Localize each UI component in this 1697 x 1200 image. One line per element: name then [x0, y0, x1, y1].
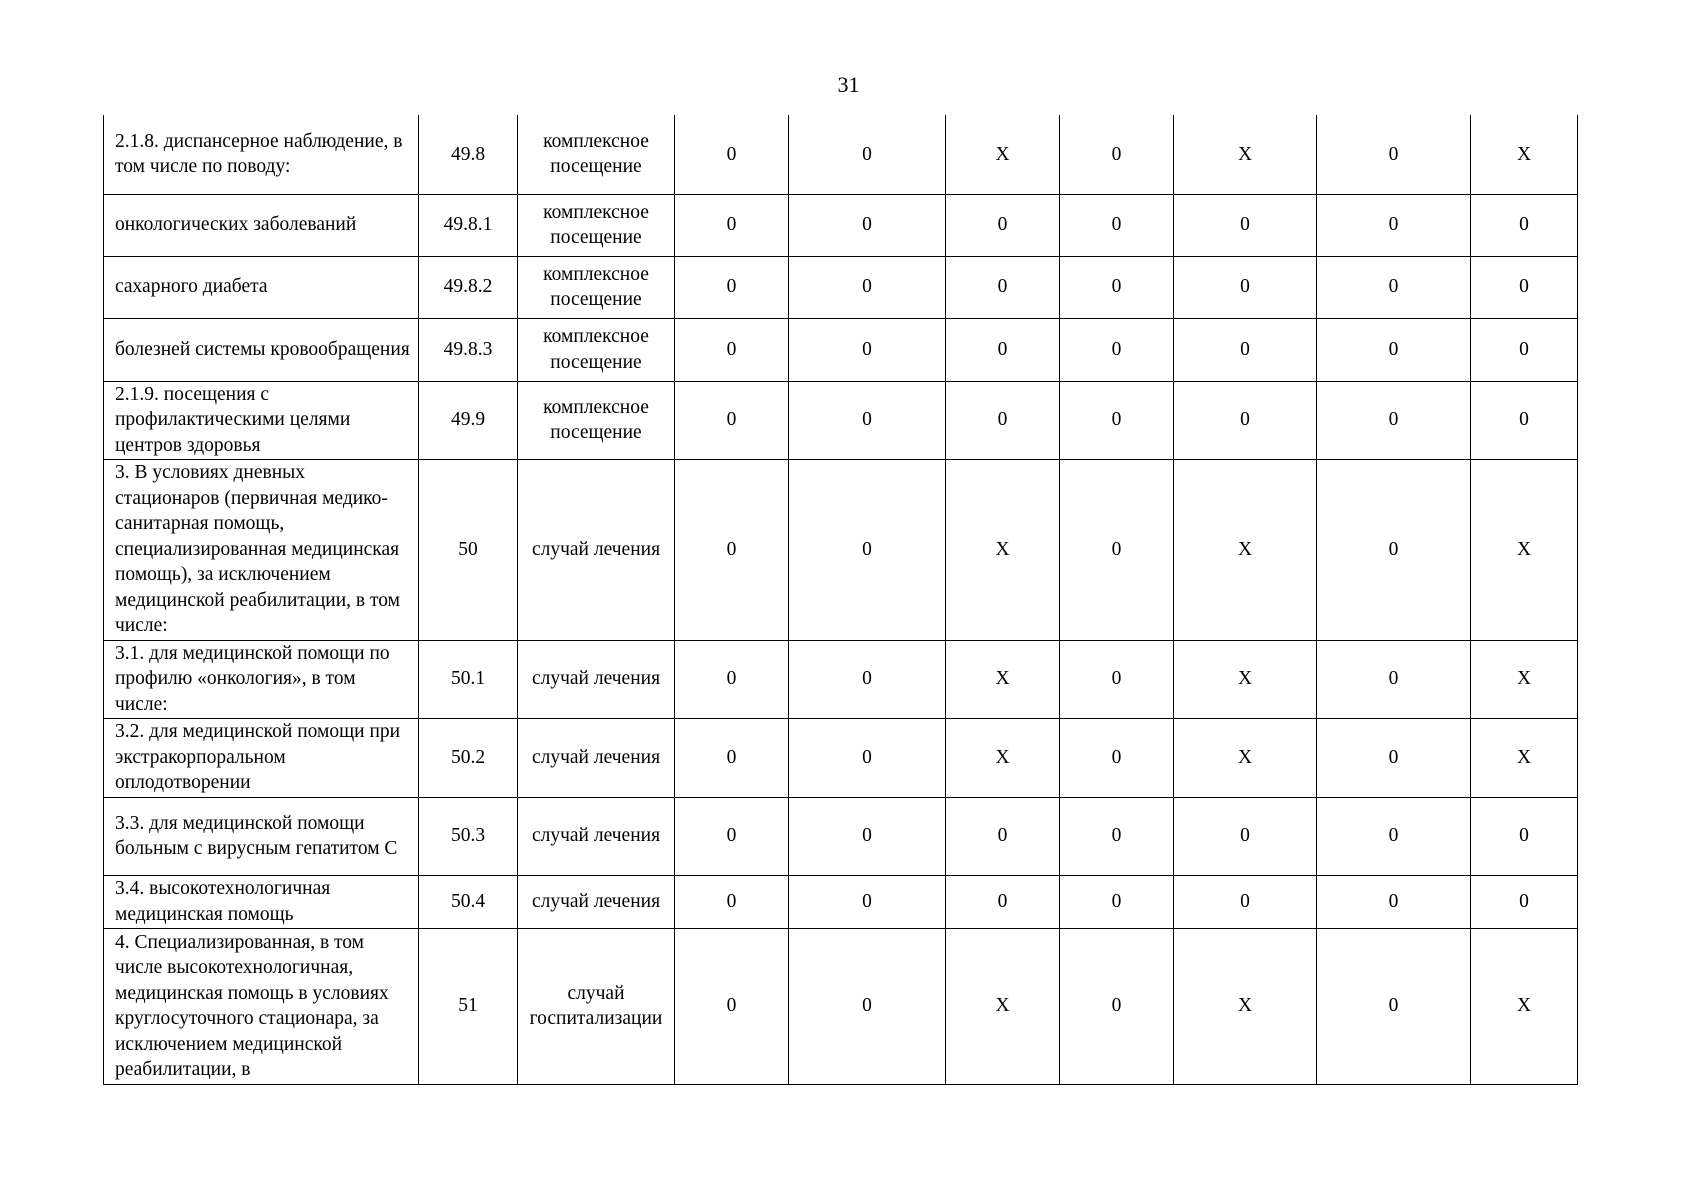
value-cell: 0 [946, 318, 1060, 381]
value-cell: 0 [1471, 194, 1578, 256]
value-cell: 0 [789, 718, 946, 797]
page-number: 31 [837, 72, 860, 97]
value-cell: X [946, 640, 1060, 718]
row-name-cell: онкологических заболеваний [104, 194, 419, 256]
value-cell: X [1471, 928, 1578, 1084]
value-cell: 0 [946, 256, 1060, 318]
value-cell: 0 [1060, 459, 1174, 640]
value-cell: 0 [789, 928, 946, 1084]
value-cell: 0 [789, 875, 946, 928]
value-cell: 0 [1060, 256, 1174, 318]
data-table [103, 115, 1578, 1085]
value-cell: 0 [789, 459, 946, 640]
value-cell: X [1174, 718, 1317, 797]
value-cell: 0 [1317, 256, 1471, 318]
value-cell: 0 [1317, 194, 1471, 256]
row-unit-cell: случай госпитализации [518, 928, 675, 1084]
value-cell: 0 [1471, 381, 1578, 459]
value-cell: 0 [675, 640, 789, 718]
value-cell: X [1471, 718, 1578, 797]
value-cell: 0 [1174, 194, 1317, 256]
row-name-cell: 3. В условиях дневных стационаров (первичная медико-санитарная помощь, специализированная медицинская помощь), за исключением медицинской реабилитации, в том числе: [104, 459, 419, 640]
row-code-cell: 49.8.1 [419, 194, 518, 256]
value-cell: 0 [1060, 718, 1174, 797]
value-cell: 0 [1471, 797, 1578, 875]
value-cell: 0 [946, 797, 1060, 875]
value-cell: 0 [1060, 797, 1174, 875]
table-row [104, 318, 1578, 381]
row-unit-cell: комплексное посещение [518, 381, 675, 459]
row-unit-cell: комплексное посещение [518, 194, 675, 256]
row-unit-cell: случай лечения [518, 875, 675, 928]
value-cell: X [1174, 115, 1317, 194]
value-cell: 0 [789, 256, 946, 318]
value-cell: 0 [946, 194, 1060, 256]
value-cell: 0 [675, 928, 789, 1084]
value-cell: 0 [1471, 875, 1578, 928]
value-cell: 0 [675, 194, 789, 256]
row-name-cell: болезней системы кровообращения [104, 318, 419, 381]
row-name-cell: 4. Специализированная, в том числе высокотехнологичная, медицинская помощь в условиях круглосуточного стационара, за исключением медицинской реабилитации, в [104, 928, 419, 1084]
table-row [104, 718, 1578, 797]
row-code-cell: 50.3 [419, 797, 518, 875]
value-cell: 0 [1317, 459, 1471, 640]
value-cell: 0 [1317, 381, 1471, 459]
value-cell: 0 [1060, 875, 1174, 928]
value-cell: 0 [1060, 318, 1174, 381]
value-cell: 0 [675, 256, 789, 318]
row-name-cell: 3.3. для медицинской помощи больным с вирусным гепатитом С [104, 797, 419, 875]
value-cell: 0 [1060, 115, 1174, 194]
value-cell: X [1174, 640, 1317, 718]
value-cell: 0 [946, 875, 1060, 928]
value-cell: 0 [1471, 256, 1578, 318]
row-name-cell: 3.2. для медицинской помощи при экстракорпоральном оплодотворении [104, 718, 419, 797]
table-row [104, 928, 1578, 1084]
table-row [104, 875, 1578, 928]
value-cell: 0 [789, 797, 946, 875]
row-code-cell: 50.1 [419, 640, 518, 718]
value-cell: X [1174, 928, 1317, 1084]
row-unit-cell: случай лечения [518, 718, 675, 797]
row-code-cell: 49.8.3 [419, 318, 518, 381]
row-code-cell: 49.9 [419, 381, 518, 459]
value-cell: 0 [1174, 797, 1317, 875]
table-row [104, 381, 1578, 459]
value-cell: X [1471, 459, 1578, 640]
table-row [104, 640, 1578, 718]
row-name-cell: 3.1. для медицинской помощи по профилю «онкология», в том числе: [104, 640, 419, 718]
value-cell: 0 [1317, 640, 1471, 718]
value-cell: 0 [789, 381, 946, 459]
row-code-cell: 51 [419, 928, 518, 1084]
value-cell: X [946, 928, 1060, 1084]
value-cell: 0 [946, 381, 1060, 459]
value-cell: 0 [675, 459, 789, 640]
value-cell: 0 [675, 318, 789, 381]
value-cell: X [1174, 459, 1317, 640]
value-cell: 0 [789, 115, 946, 194]
table-row [104, 459, 1578, 640]
row-unit-cell: случай лечения [518, 797, 675, 875]
value-cell: 0 [1060, 640, 1174, 718]
row-code-cell: 50 [419, 459, 518, 640]
value-cell: X [1471, 640, 1578, 718]
table-row [104, 256, 1578, 318]
value-cell: 0 [1317, 718, 1471, 797]
row-code-cell: 50.4 [419, 875, 518, 928]
row-unit-cell: комплексное посещение [518, 318, 675, 381]
row-unit-cell: случай лечения [518, 640, 675, 718]
value-cell: 0 [789, 194, 946, 256]
table-row [104, 797, 1578, 875]
value-cell: 0 [1060, 381, 1174, 459]
row-code-cell: 49.8.2 [419, 256, 518, 318]
value-cell: 0 [789, 640, 946, 718]
value-cell: 0 [1317, 875, 1471, 928]
value-cell: 0 [675, 718, 789, 797]
value-cell: 0 [1317, 797, 1471, 875]
row-unit-cell: случай лечения [518, 459, 675, 640]
row-code-cell: 50.2 [419, 718, 518, 797]
value-cell: 0 [1471, 318, 1578, 381]
row-unit-cell: комплексное посещение [518, 115, 675, 194]
value-cell: X [1471, 115, 1578, 194]
row-name-cell: 2.1.8. диспансерное наблюдение, в том числе по поводу: [104, 115, 419, 194]
value-cell: 0 [1060, 928, 1174, 1084]
value-cell: 0 [675, 797, 789, 875]
row-name-cell: 3.4. высокотехнологичная медицинская помощь [104, 875, 419, 928]
value-cell: 0 [1317, 928, 1471, 1084]
value-cell: X [946, 115, 1060, 194]
table-body [104, 115, 1578, 1084]
value-cell: 0 [1317, 318, 1471, 381]
value-cell: 0 [1174, 318, 1317, 381]
table-row [104, 194, 1578, 256]
row-unit-cell: комплексное посещение [518, 256, 675, 318]
value-cell: 0 [675, 115, 789, 194]
value-cell: 0 [1174, 381, 1317, 459]
value-cell: X [946, 718, 1060, 797]
value-cell: 0 [1060, 194, 1174, 256]
value-cell: 0 [675, 381, 789, 459]
row-name-cell: сахарного диабета [104, 256, 419, 318]
value-cell: 0 [789, 318, 946, 381]
row-name-cell: 2.1.9. посещения с профилактическими целями центров здоровья [104, 381, 419, 459]
table-row [104, 115, 1578, 194]
value-cell: 0 [1174, 256, 1317, 318]
value-cell: 0 [1174, 875, 1317, 928]
value-cell: 0 [1317, 115, 1471, 194]
row-code-cell: 49.8 [419, 115, 518, 194]
value-cell: 0 [675, 875, 789, 928]
value-cell: X [946, 459, 1060, 640]
